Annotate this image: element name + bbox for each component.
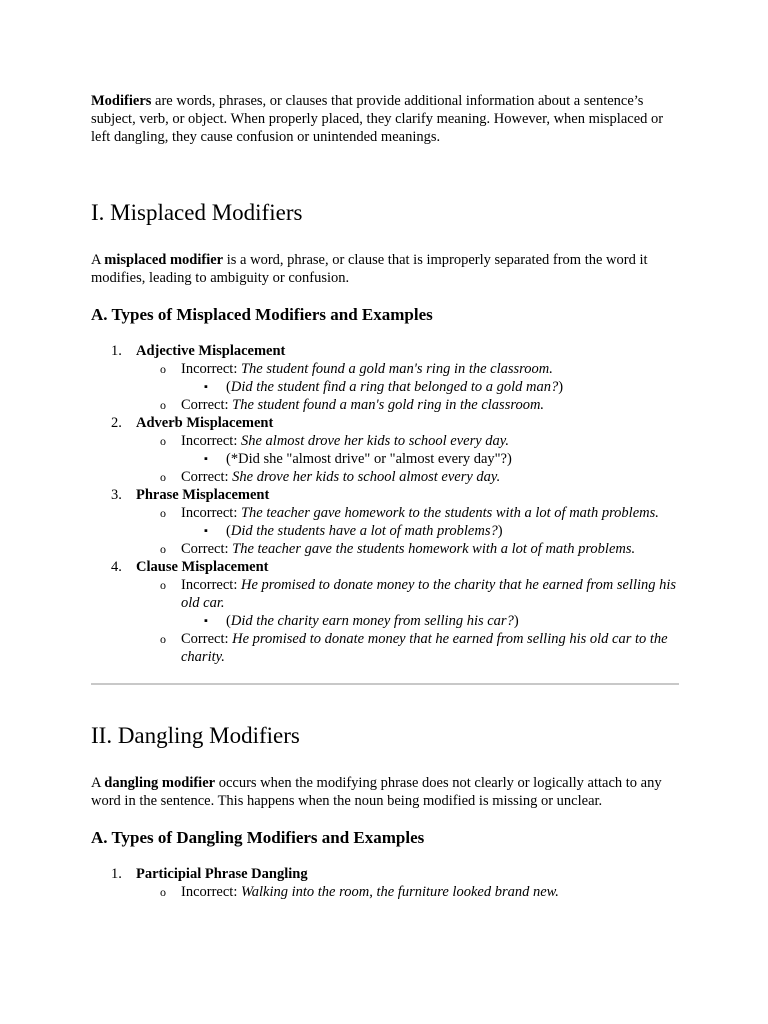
incorrect-label: Incorrect: <box>181 505 241 521</box>
note-open: (* <box>226 451 239 467</box>
hollow-bullet-icon: o <box>160 506 166 520</box>
note-text: Did the students have a lot of math problems? <box>230 523 498 539</box>
item-title: Adjective Misplacement <box>136 343 286 359</box>
hollow-bullet-icon: o <box>160 434 166 448</box>
list-item <box>91 558 681 666</box>
dangling-definition <box>91 774 681 810</box>
note-open: ( <box>226 613 231 629</box>
item-title: Participial Phrase Dangling <box>136 866 308 882</box>
incorrect-label: Incorrect: <box>181 884 241 900</box>
incorrect-label: Incorrect: <box>181 361 241 377</box>
item-title: Phrase Misplacement <box>136 487 270 503</box>
dangling-term: dangling modifier <box>104 775 216 791</box>
section-divider <box>91 683 679 685</box>
section-heading-dangling: II. Dangling Modifiers <box>91 723 300 748</box>
ambiguity-note <box>181 378 681 396</box>
list-item <box>91 342 681 414</box>
incorrect-example <box>136 432 681 468</box>
ambiguity-note <box>181 450 681 468</box>
example-list <box>136 360 681 414</box>
intro-term: Modifiers <box>91 93 152 109</box>
incorrect-sentence: The student found a gold man's ring in the classroom. <box>240 361 553 377</box>
item-title: Adverb Misplacement <box>136 415 274 431</box>
correct-example <box>136 540 681 558</box>
item-number: 1. <box>111 343 122 359</box>
misplaced-types-subheading: A. Types of Misplaced Modifiers and Examples <box>91 305 433 324</box>
incorrect-label: Incorrect: <box>181 433 241 449</box>
correct-sentence: He promised to donate money that he earned from selling his old car to the charity. <box>181 631 668 665</box>
item-number: 1. <box>111 866 122 882</box>
definition-prefix: A <box>91 252 105 268</box>
example-list <box>136 432 681 486</box>
incorrect-sentence: Walking into the room, the furniture looked brand new. <box>240 884 559 900</box>
correct-sentence: She drove her kids to school almost every day. <box>232 469 501 485</box>
hollow-bullet-icon: o <box>160 578 166 592</box>
note-text: Did she "almost drive" or "almost every day"? <box>238 451 507 467</box>
section-heading-misplaced: I. Misplaced Modifiers <box>91 200 303 225</box>
intro-paragraph <box>91 92 681 146</box>
incorrect-example <box>136 576 681 630</box>
square-bullet-icon: ▪ <box>204 381 208 393</box>
incorrect-example <box>136 504 681 540</box>
note-text: Did the charity earn money from selling his car? <box>230 613 514 629</box>
correct-example <box>136 468 681 486</box>
ambiguity-note <box>181 522 681 540</box>
correct-label: Correct: <box>181 397 233 413</box>
item-number: 4. <box>111 559 122 575</box>
correct-label: Correct: <box>181 541 233 557</box>
correct-label: Correct: <box>181 631 233 647</box>
note-list <box>181 378 681 396</box>
ambiguity-note <box>181 612 681 630</box>
note-text: Did the student find a ring that belonged to a gold man? <box>230 379 559 395</box>
list-item <box>91 486 681 558</box>
square-bullet-icon: ▪ <box>204 525 208 537</box>
misplaced-types-list <box>91 342 681 666</box>
note-list <box>181 522 681 540</box>
list-item <box>91 414 681 486</box>
item-number: 3. <box>111 487 122 503</box>
example-list <box>136 576 681 666</box>
correct-example <box>136 396 681 414</box>
correct-sentence: The teacher gave the students homework with a lot of math problems. <box>232 541 636 557</box>
item-title: Clause Misplacement <box>136 559 269 575</box>
misplaced-term: misplaced modifier <box>104 252 224 268</box>
note-close: ) <box>497 523 503 539</box>
list-item <box>91 865 681 901</box>
example-list <box>136 504 681 558</box>
hollow-bullet-icon: o <box>160 885 166 899</box>
note-close: ) <box>558 379 564 395</box>
definition-prefix: A <box>91 775 105 791</box>
note-close: ) <box>507 451 512 467</box>
square-bullet-icon: ▪ <box>204 453 208 465</box>
example-list <box>136 883 681 901</box>
document-page <box>91 92 681 901</box>
correct-example <box>136 630 681 666</box>
square-bullet-icon: ▪ <box>204 615 208 627</box>
definition-text: occurs when the modifying phrase does not clearly or logically attach to any word in the sentence. This happens when the noun being modified is missing or unclear. <box>91 775 662 809</box>
incorrect-example <box>136 883 681 901</box>
note-open: ( <box>226 379 231 395</box>
incorrect-sentence: The teacher gave homework to the students with a lot of math problems. <box>240 505 659 521</box>
definition-text: is a word, phrase, or clause that is improperly separated from the word it modifies, leading to ambiguity or confusion. <box>91 252 648 286</box>
incorrect-sentence: He promised to donate money to the charity that he earned from selling his old car. <box>181 577 677 611</box>
note-open: ( <box>226 523 231 539</box>
note-list <box>181 450 681 468</box>
note-close: ) <box>513 613 519 629</box>
intro-text: are words, phrases, or clauses that provide additional information about a sentence’s subject, verb, or object. When properly placed, they clarify meaning. However, when misplaced or left dangling, they cause confusion or unintended meanings. <box>91 93 664 145</box>
dangling-types-list <box>91 865 681 901</box>
dangling-types-subheading: A. Types of Dangling Modifiers and Examples <box>91 828 425 847</box>
incorrect-example <box>136 360 681 396</box>
incorrect-sentence: She almost drove her kids to school every day. <box>240 433 510 449</box>
hollow-bullet-icon: o <box>160 470 166 484</box>
misplaced-definition <box>91 251 681 287</box>
correct-label: Correct: <box>181 469 233 485</box>
correct-sentence: The student found a man's gold ring in the classroom. <box>232 397 545 413</box>
hollow-bullet-icon: o <box>160 398 166 412</box>
hollow-bullet-icon: o <box>160 542 166 556</box>
item-number: 2. <box>111 415 122 431</box>
hollow-bullet-icon: o <box>160 362 166 376</box>
note-list <box>181 612 681 630</box>
incorrect-label: Incorrect: <box>181 577 241 593</box>
hollow-bullet-icon: o <box>160 632 166 646</box>
